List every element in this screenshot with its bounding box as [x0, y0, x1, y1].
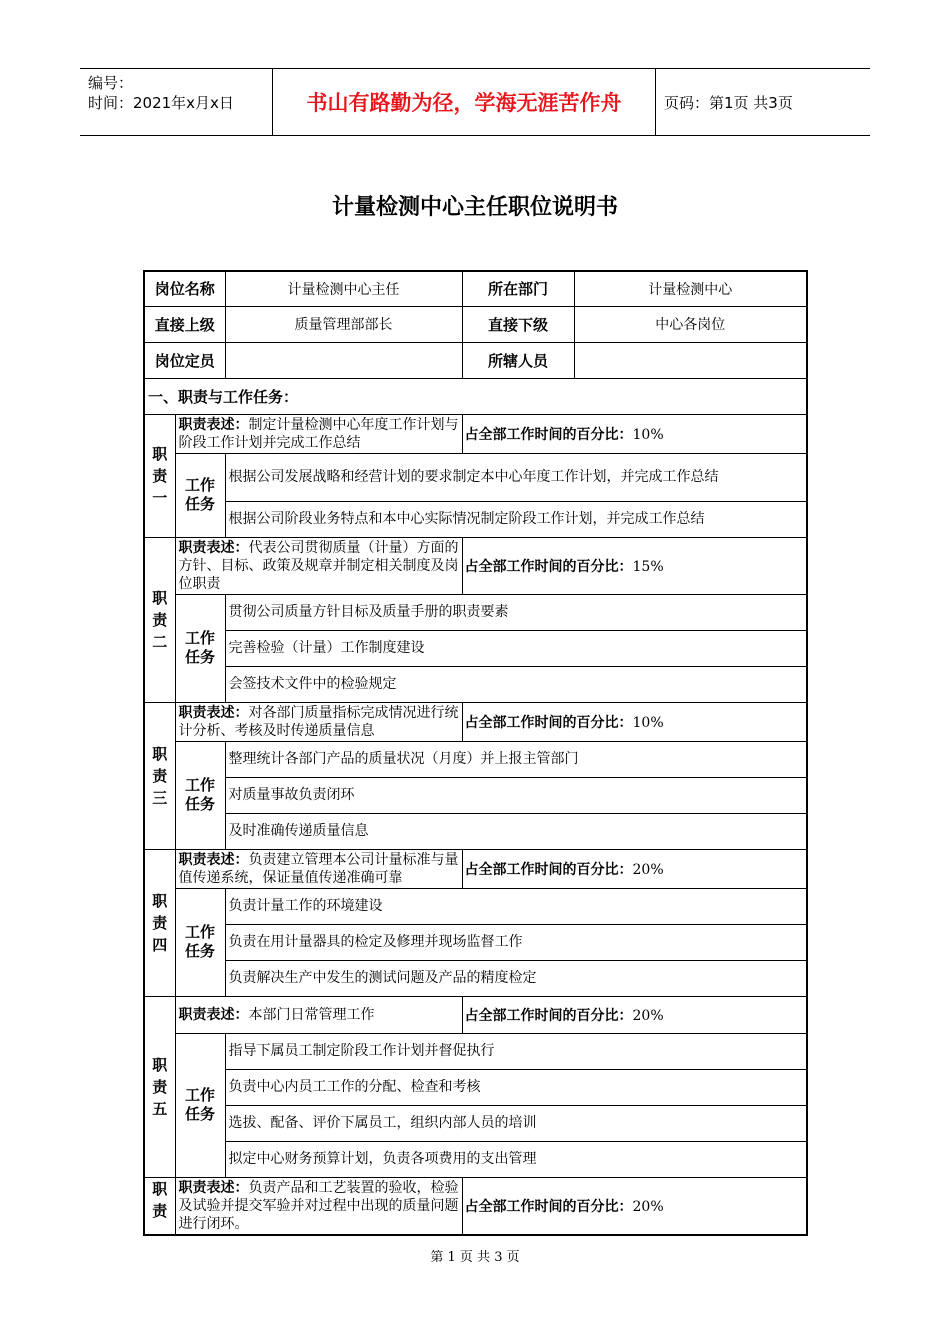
duty-time-percent: [462, 414, 807, 453]
duty-name-char: 五: [152, 1099, 168, 1118]
duty-time-percent: [462, 996, 807, 1033]
header-page-label: 页码：第1页 共3页: [664, 93, 793, 112]
task-item: 根据公司阶段业务特点和本中心实际情况制定阶段工作计划，并完成工作总结: [225, 501, 807, 537]
duty-name-char: 责: [152, 913, 168, 932]
task-label-text: 工作 任务: [185, 629, 216, 666]
duty-description: [175, 1177, 462, 1235]
task-item: 拟定中心财务预算计划，负责各项费用的支出管理: [225, 1141, 807, 1177]
duty-desc-text: 对各部门质量指标完成情况进行统计分析、考核及时传递质量信息: [178, 704, 459, 739]
task-label-text: 工作 任务: [185, 476, 216, 513]
task-row: [144, 1069, 807, 1105]
duty-name-char: 责: [152, 610, 168, 629]
task-label: [175, 1033, 225, 1177]
duty-desc-row: [144, 414, 807, 453]
section-row: [144, 378, 807, 414]
duty-name: [144, 537, 175, 702]
duty-pct-value: 10%: [632, 426, 664, 443]
doc-number-label: 编号：: [88, 74, 134, 92]
superior-label: 直接上级: [144, 306, 225, 342]
duty-name-char: 三: [152, 788, 168, 807]
duty-desc-label: 职责表述：: [178, 1006, 249, 1023]
superior-value: 质量管理部部长: [225, 306, 462, 342]
task-row: [144, 1033, 807, 1069]
task-item: 负责计量工作的环境建设: [225, 888, 807, 924]
task-label: [175, 741, 225, 849]
subordinate-label: 直接下级: [462, 306, 574, 342]
duty-pct-label: 占全部工作时间的百分比：: [464, 714, 633, 731]
duty-desc-label: 职责表述：: [178, 851, 249, 868]
duty-name: [144, 414, 175, 537]
job-description-table: [143, 270, 808, 1236]
duty-desc-row: [144, 702, 807, 741]
duty-name-char: 职: [152, 1179, 168, 1198]
header-motto: 书山有路勤为径，学海无涯苦作舟: [272, 69, 656, 135]
duty-desc-label: 职责表述：: [178, 539, 249, 556]
duty-pct-value: 10%: [632, 714, 664, 731]
duty-name-char: 职: [152, 1055, 168, 1074]
duty-pct-value: 20%: [632, 861, 664, 878]
task-row: [144, 1105, 807, 1141]
task-label-text: 工作 任务: [185, 923, 216, 960]
duty-desc-label: 职责表述：: [178, 416, 249, 433]
duty-time-percent: [462, 537, 807, 594]
duty-time-percent: [462, 849, 807, 888]
duty-name: [144, 849, 175, 996]
task-item: 负责在用计量器具的检定及修理并现场监督工作: [225, 924, 807, 960]
duty-desc-label: 职责表述：: [178, 1179, 249, 1196]
duty-pct-value: 15%: [632, 558, 664, 575]
task-row: [144, 777, 807, 813]
info-row-2: [144, 306, 807, 342]
task-row: [144, 924, 807, 960]
duty-name-char: 职: [152, 444, 168, 463]
task-item: 会签技术文件中的检验规定: [225, 666, 807, 702]
duty-description: [175, 414, 462, 453]
task-item: 及时准确传递质量信息: [225, 813, 807, 849]
duty-description: [175, 996, 462, 1033]
duty-desc-label: 职责表述：: [178, 704, 249, 721]
task-row: [144, 888, 807, 924]
duty-description: [175, 537, 462, 594]
task-label: [175, 888, 225, 996]
task-row: [144, 594, 807, 630]
dept-value: 计量检测中心: [574, 271, 807, 306]
duty-desc-text: 本部门日常管理工作: [248, 1006, 375, 1023]
subordinate-value: 中心各岗位: [574, 306, 807, 342]
duty-pct-label: 占全部工作时间的百分比：: [464, 861, 633, 878]
duty-name: [144, 702, 175, 849]
duty-name-char: 责: [152, 466, 168, 485]
duty-name-char: 职: [152, 744, 168, 763]
header-left: [88, 73, 234, 113]
duty-name-char: 一: [152, 488, 168, 507]
info-row-1: [144, 271, 807, 306]
duty-name-char: 责: [152, 1077, 168, 1096]
duty-name-char: 责: [152, 1201, 168, 1220]
duty-name-char: 四: [152, 935, 168, 954]
duty-pct-value: 20%: [632, 1198, 664, 1215]
task-label-text: 工作 任务: [185, 1086, 216, 1123]
duty-name-char: 职: [152, 891, 168, 910]
task-item: 对质量事故负责闭环: [225, 777, 807, 813]
task-row: [144, 501, 807, 537]
page-header: [80, 68, 870, 136]
duty-desc-text: 代表公司贯彻质量（计量）方面的方针、目标、政策及规章并制定相关制度及岗位职责: [178, 539, 459, 592]
staff-value: [574, 342, 807, 378]
document-title: 计量检测中心主任职位说明书: [331, 195, 618, 220]
task-item: 根据公司发展战略和经营计划的要求制定本中心年度工作计划，并完成工作总结: [225, 453, 807, 501]
task-item: 贯彻公司质量方针目标及质量手册的职责要素: [225, 594, 807, 630]
duty-time-percent: [462, 702, 807, 741]
task-row: [144, 813, 807, 849]
duty-name: [144, 1177, 175, 1235]
duty-pct-value: 20%: [632, 1007, 664, 1024]
duty-desc-row: [144, 537, 807, 594]
headcount-label: 岗位定员: [144, 342, 225, 378]
duty-name-char: 二: [152, 632, 168, 651]
staff-label: 所辖人员: [462, 342, 574, 378]
duty-desc-text: 负责产品和工艺装置的验收，检验及试验并提交军验并对过程中出现的质量问题进行闭环。: [178, 1179, 459, 1232]
duty-pct-label: 占全部工作时间的百分比：: [464, 426, 633, 443]
duty-pct-label: 占全部工作时间的百分比：: [464, 1198, 633, 1215]
duty-description: [175, 849, 462, 888]
post-name-value: 计量检测中心主任: [225, 271, 462, 306]
section-heading: 一、职责与工作任务：: [144, 378, 807, 414]
task-row: [144, 630, 807, 666]
task-label: [175, 453, 225, 537]
page-footer: 第 1 页 共 3 页: [430, 1250, 520, 1265]
task-label-text: 工作 任务: [185, 776, 216, 813]
task-row: [144, 453, 807, 501]
duty-pct-label: 占全部工作时间的百分比：: [464, 558, 633, 575]
task-row: [144, 741, 807, 777]
duty-name: [144, 996, 175, 1177]
duty-desc-row: [144, 849, 807, 888]
duty-desc-row: [144, 1177, 807, 1235]
task-item: 负责解决生产中发生的测试问题及产品的精度检定: [225, 960, 807, 996]
post-name-label: 岗位名称: [144, 271, 225, 306]
task-row: [144, 960, 807, 996]
task-item: 指导下属员工制定阶段工作计划并督促执行: [225, 1033, 807, 1069]
duty-name-char: 责: [152, 766, 168, 785]
task-item: 选拔、配备、评价下属员工，组织内部人员的培训: [225, 1105, 807, 1141]
headcount-value: [225, 342, 462, 378]
dept-label: 所在部门: [462, 271, 574, 306]
duty-desc-row: [144, 996, 807, 1033]
doc-time-label: 时间：2021年x月x日: [88, 94, 234, 112]
task-row: [144, 666, 807, 702]
task-item: 整理统计各部门产品的质量状况（月度）并上报主管部门: [225, 741, 807, 777]
duty-time-percent: [462, 1177, 807, 1235]
task-row: [144, 1141, 807, 1177]
duty-desc-text: 负责建立管理本公司计量标准与量值传递系统，保证量值传递准确可靠: [178, 851, 459, 886]
duty-pct-label: 占全部工作时间的百分比：: [464, 1007, 633, 1024]
info-row-3: [144, 342, 807, 378]
task-label: [175, 594, 225, 702]
duty-name-char: 职: [152, 588, 168, 607]
duty-description: [175, 702, 462, 741]
task-item: 完善检验（计量）工作制度建设: [225, 630, 807, 666]
duty-desc-text: 制定计量检测中心年度工作计划与阶段工作计划并完成工作总结: [178, 416, 459, 451]
task-item: 负责中心内员工工作的分配、检查和考核: [225, 1069, 807, 1105]
